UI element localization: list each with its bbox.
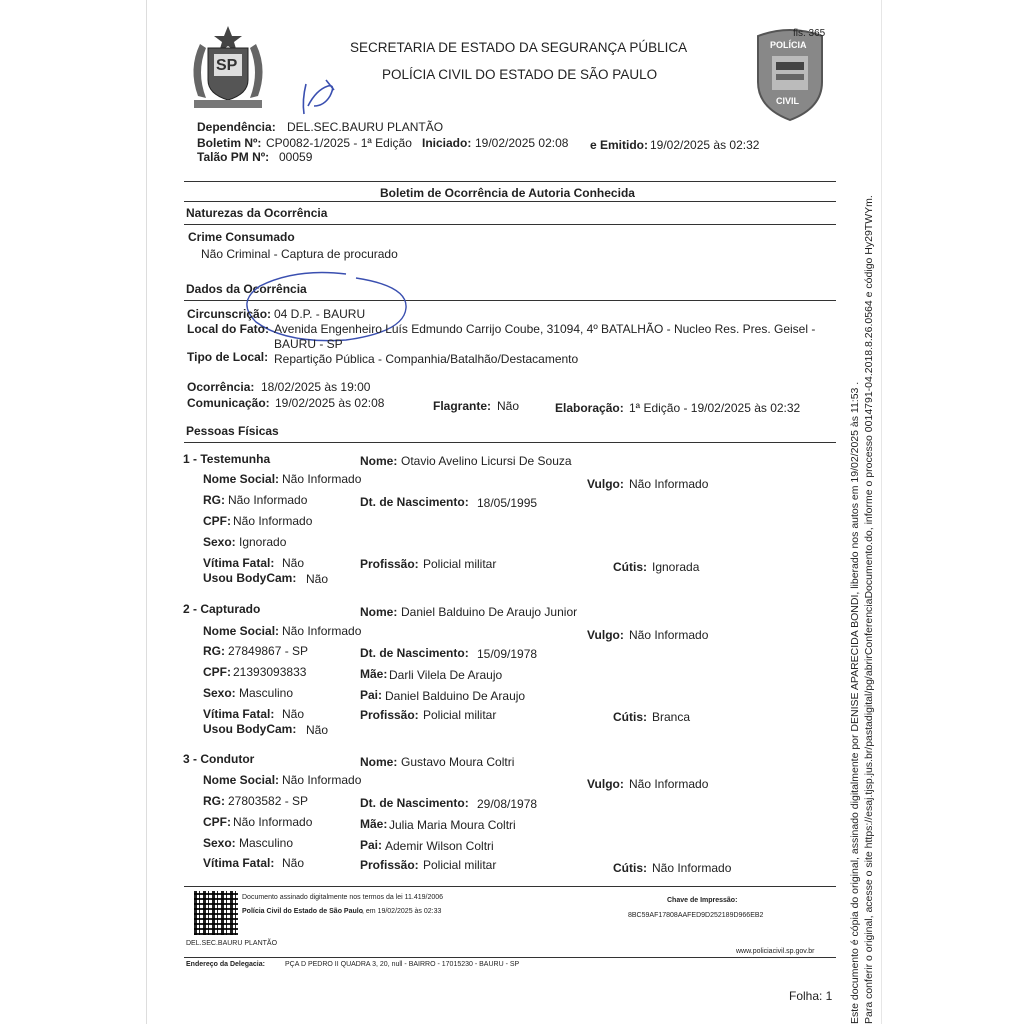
- person-2-pai-label: Pai:: [360, 688, 383, 702]
- talao-label: Talão PM Nº:: [197, 150, 270, 164]
- person-1-cpf: Não Informado: [233, 514, 313, 528]
- iniciado-value: 19/02/2025 02:08: [475, 136, 569, 150]
- divider: [184, 957, 836, 958]
- divider: [184, 201, 836, 202]
- person-3-dt-nasc-label: Dt. de Nascimento:: [360, 796, 469, 810]
- signed-date: , em 19/02/2025 às 02:33: [362, 908, 442, 915]
- qr-code: [194, 891, 238, 935]
- person-3-cpf-label: CPF:: [203, 815, 231, 829]
- person-3-title: 3 - Condutor: [183, 752, 255, 766]
- naturezas-heading: Naturezas da Ocorrência: [186, 206, 328, 220]
- person-3-nome-social: Não Informado: [282, 773, 362, 787]
- person-3-profissao-label: Profissão:: [360, 858, 419, 872]
- person-1-rg-label: RG:: [203, 493, 225, 507]
- ocorrencia-value: 18/02/2025 às 19:00: [261, 380, 371, 394]
- person-2-rg-label: RG:: [203, 644, 225, 658]
- flagrante-value: Não: [497, 399, 520, 413]
- divider: [184, 442, 836, 443]
- badge-bottom-text: CIVIL: [776, 96, 800, 106]
- person-3-nome-social-label: Nome Social:: [203, 773, 280, 787]
- signed-line1: Documento assinado digitalmente nos termos da lei 11.419/2006: [242, 894, 444, 901]
- person-1-nome: Otavio Avelino Licursi De Souza: [401, 454, 572, 468]
- digital-signature-side-note: [848, 195, 876, 1024]
- boletim-value: CP0082-1/2025 - 1ª Edição: [266, 136, 412, 150]
- person-3-mae: Julia Maria Moura Coltri: [389, 818, 516, 832]
- person-3-pai-label: Pai:: [360, 838, 383, 852]
- person-2-nome-label: Nome:: [360, 605, 398, 619]
- person-2-nome-social: Não Informado: [282, 624, 362, 638]
- dependencia-label: Dependência:: [197, 120, 276, 134]
- person-3-rg-label: RG:: [203, 794, 225, 808]
- person-1-nome-label: Nome:: [360, 454, 398, 468]
- dependencia-value: DEL.SEC.BAURU PLANTÃO: [287, 120, 444, 134]
- side-note-line2: Para conferir o original, acesse o site https://esaj.tjsp.jus.br/pastadigital/pg/abrirConferenciaDocumento.do, informe o processo 0014791-04.2018.8.26.0564 e código Hy29TWYm.: [863, 195, 875, 1024]
- person-3-cpf: Não Informado: [233, 815, 313, 829]
- elaboracao-value: 1ª Edição - 19/02/2025 às 02:32: [629, 401, 801, 415]
- footer-site: www.policiacivil.sp.gov.br: [736, 948, 815, 955]
- person-2-mae-label: Mãe:: [360, 667, 388, 681]
- side-note-line1: Este documento é cópia do original, assinado digitalmente por DENISE APARECIDA BONDI, liberado nos autos em 19/02/2025 às 11:53 .: [849, 381, 861, 1024]
- person-1-rg: Não Informado: [228, 493, 308, 507]
- person-2-nome-social-label: Nome Social:: [203, 624, 280, 638]
- signed-org: Polícia Civil do Estado de São Paulo: [242, 908, 363, 915]
- person-2-vitima-label: Vítima Fatal:: [203, 707, 275, 721]
- circunscricao-value: 04 D.P. - BAURU: [274, 307, 366, 321]
- person-2-bodycam-label: Usou BodyCam:: [203, 722, 297, 736]
- person-2-vulgo-label: Vulgo:: [587, 628, 624, 642]
- person-2-cutis: Branca: [652, 710, 691, 724]
- person-2-profissao-label: Profissão:: [360, 708, 419, 722]
- circunscricao-label: Circunscrição:: [187, 307, 272, 321]
- person-2-pai: Daniel Balduino De Araujo: [385, 689, 526, 703]
- person-1-vulgo-label: Vulgo:: [587, 477, 624, 491]
- person-3-profissao: Policial militar: [423, 858, 497, 872]
- person-1-dt-nasc-label: Dt. de Nascimento:: [360, 495, 469, 509]
- person-2-vulgo: Não Informado: [629, 628, 709, 642]
- ocorrencia-label: Ocorrência:: [187, 380, 255, 394]
- person-1-vulgo: Não Informado: [629, 477, 709, 491]
- person-1-bodycam: Não: [306, 572, 329, 586]
- page-number-stamp: fls. 365: [793, 28, 826, 39]
- person-3-sexo-label: Sexo:: [203, 836, 236, 850]
- person-1-vitima-label: Vítima Fatal:: [203, 556, 275, 570]
- divider: [184, 886, 836, 887]
- person-3-vulgo: Não Informado: [629, 777, 709, 791]
- sp-coat-of-arms-seal: [186, 24, 270, 112]
- tipo-local-label: Tipo de Local:: [187, 350, 269, 364]
- divider: [184, 224, 836, 225]
- person-1-cutis: Ignorada: [652, 560, 700, 574]
- person-2-rg: 27849867 - SP: [228, 644, 309, 658]
- person-1-nome-social: Não Informado: [282, 472, 362, 486]
- person-2-cutis-label: Cútis:: [613, 710, 647, 724]
- person-2-cpf: 21393093833: [233, 665, 307, 679]
- boletim-label: Boletim Nº:: [197, 136, 262, 150]
- person-1-sexo: Ignorado: [239, 535, 287, 549]
- crime-label: Crime Consumado: [188, 230, 295, 244]
- person-2-sexo-label: Sexo:: [203, 686, 236, 700]
- person-2-dt-nasc: 15/09/1978: [477, 647, 538, 661]
- person-2-bodycam: Não: [306, 723, 329, 737]
- person-3-vitima: Não: [282, 856, 305, 870]
- person-2-title: 2 - Capturado: [183, 602, 261, 616]
- person-3-nome-label: Nome:: [360, 755, 398, 769]
- emitido-label: e Emitido:: [590, 138, 649, 152]
- person-3-vulgo-label: Vulgo:: [587, 777, 624, 791]
- folha-number: Folha: 1: [789, 989, 833, 1003]
- person-1-dt-nasc: 18/05/1995: [477, 496, 538, 510]
- person-1-cpf-label: CPF:: [203, 514, 231, 528]
- divider: [184, 181, 836, 182]
- endereco-value: PÇA D PEDRO II QUADRA 3, 20, null - BAIRRO - 17015230 - BAURU - SP: [285, 961, 520, 968]
- person-1-cutis-label: Cútis:: [613, 560, 647, 574]
- person-1-nome-social-label: Nome Social:: [203, 472, 280, 486]
- document-title: Boletim de Ocorrência de Autoria Conhecida: [380, 186, 635, 200]
- seal-text: SP: [216, 57, 238, 74]
- person-2-dt-nasc-label: Dt. de Nascimento:: [360, 646, 469, 660]
- footer-delegacia: DEL.SEC.BAURU PLANTÃO: [186, 940, 278, 947]
- person-2-vitima: Não: [282, 707, 305, 721]
- elaboracao-label: Elaboração:: [555, 401, 624, 415]
- tipo-local-value: Repartição Pública - Companhia/Batalhão/Destacamento: [274, 352, 579, 366]
- person-3-sexo: Masculino: [239, 836, 294, 850]
- iniciado-label: Iniciado:: [422, 136, 472, 150]
- chave-value: 8BC59AF17808AAFED9D252189D966EB2: [628, 912, 764, 919]
- person-1-bodycam-label: Usou BodyCam:: [203, 571, 297, 585]
- person-3-pai: Ademir Wilson Coltri: [385, 839, 494, 853]
- agency-title-line1: SECRETARIA DE ESTADO DA SEGURANÇA PÚBLICA: [350, 40, 688, 55]
- emitido-value: 19/02/2025 às 02:32: [650, 138, 760, 152]
- person-2-profissao: Policial militar: [423, 708, 497, 722]
- chave-label: Chave de Impressão:: [667, 897, 738, 904]
- policia-civil-badge: [752, 26, 828, 122]
- person-1-vitima: Não: [282, 556, 305, 570]
- flagrante-label: Flagrante:: [433, 399, 492, 413]
- person-1-sexo-label: Sexo:: [203, 535, 236, 549]
- person-2-mae: Darli Vilela De Araujo: [389, 668, 503, 682]
- person-3-rg: 27803582 - SP: [228, 794, 309, 808]
- person-2-cpf-label: CPF:: [203, 665, 231, 679]
- person-3-nome: Gustavo Moura Coltri: [401, 755, 515, 769]
- person-1-profissao-label: Profissão:: [360, 557, 419, 571]
- person-3-cutis: Não Informado: [652, 861, 732, 875]
- endereco-label: Endereço da Delegacia:: [186, 961, 265, 968]
- comunicacao-label: Comunicação:: [187, 396, 270, 410]
- person-2-sexo: Masculino: [239, 686, 294, 700]
- person-3-dt-nasc: 29/08/1978: [477, 797, 538, 811]
- person-3-mae-label: Mãe:: [360, 817, 388, 831]
- talao-value: 00059: [279, 150, 313, 164]
- crime-value: Não Criminal - Captura de procurado: [201, 247, 398, 261]
- local-fato-value-line1: Avenida Engenheiro Luís Edmundo Carrijo Coube, 31094, 4º BATALHÃO - Nucleo Res. Pres. Geisel -: [274, 322, 816, 336]
- local-fato-value-line2: BAURU - SP: [274, 337, 343, 351]
- agency-title-line2: POLÍCIA CIVIL DO ESTADO DE SÃO PAULO: [382, 67, 658, 82]
- badge-top-text: POLÍCIA: [770, 40, 807, 50]
- person-3-vitima-label: Vítima Fatal:: [203, 856, 275, 870]
- handwritten-initials: [298, 76, 342, 120]
- dados-heading: Dados da Ocorrência: [186, 282, 307, 296]
- pessoas-heading: Pessoas Físicas: [186, 424, 279, 438]
- person-1-title: 1 - Testemunha: [183, 452, 271, 466]
- comunicacao-value: 19/02/2025 às 02:08: [275, 396, 385, 410]
- person-2-nome: Daniel Balduino De Araujo Junior: [401, 605, 578, 619]
- person-1-profissao: Policial militar: [423, 557, 497, 571]
- local-fato-label: Local do Fato:: [187, 322, 269, 336]
- person-3-cutis-label: Cútis:: [613, 861, 647, 875]
